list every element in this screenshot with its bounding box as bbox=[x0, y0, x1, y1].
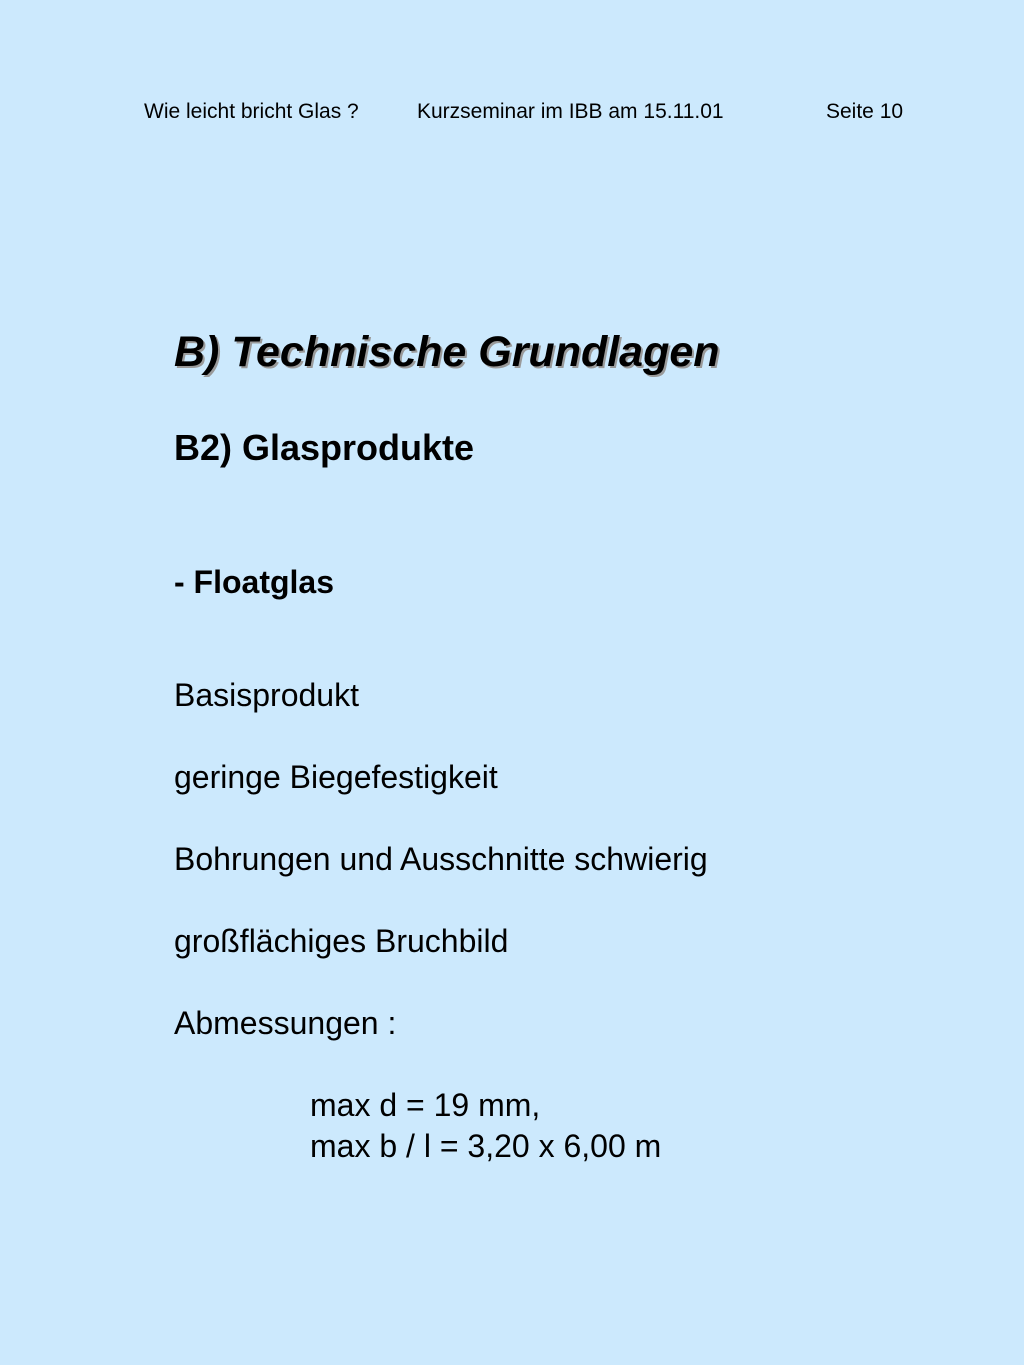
section-heading: - Floatglas bbox=[174, 564, 335, 600]
list-item: Basisprodukt bbox=[174, 677, 359, 713]
list-item: Bohrungen und Ausschnitte schwierig bbox=[174, 841, 708, 877]
slide-title: B) Technische Grundlagen bbox=[174, 328, 720, 376]
dimension-thickness: max d = 19 mm, bbox=[310, 1087, 541, 1123]
header-document-title: Wie leicht bricht Glas ? bbox=[144, 100, 359, 123]
list-item: großflächiges Bruchbild bbox=[174, 923, 509, 959]
header-seminar-info: Kurzseminar im IBB am 15.11.01 bbox=[417, 100, 724, 123]
dimension-size: max b / l = 3,20 x 6,00 m bbox=[310, 1128, 662, 1164]
list-item: Abmessungen : bbox=[174, 1005, 397, 1041]
list-item: geringe Biegefestigkeit bbox=[174, 759, 498, 795]
slide-subtitle: B2) Glasprodukte bbox=[174, 427, 475, 468]
header-page-number: Seite 10 bbox=[826, 100, 904, 123]
